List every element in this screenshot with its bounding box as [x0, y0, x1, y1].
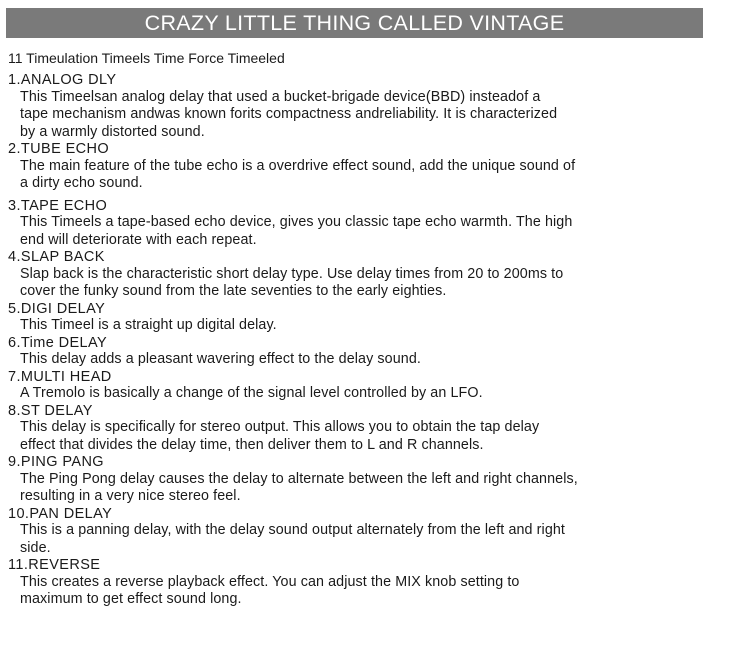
delay-type-description-line: This delay is specifically for stereo output. This allows you to obtain the tap delay — [20, 419, 540, 435]
page-title: CRAZY LITTLE THING CALLED VINTAGE — [144, 10, 565, 35]
delay-type-entry — [8, 369, 720, 403]
delay-type-heading: 3.TAPE ECHO — [8, 197, 108, 214]
delay-type-heading: 10.PAN DELAY — [8, 505, 113, 522]
delay-type-description-line: by a warmly distorted sound. — [20, 123, 205, 140]
delay-type-description-line: tape mechanism andwas known forits compactness andreliability. It is characterized — [20, 106, 558, 122]
delay-type-entry — [8, 249, 720, 301]
page-subtitle: 11 Timeulation Timeels Time Force Timeeled — [8, 50, 285, 66]
delay-type-heading: 2.TUBE ECHO — [8, 141, 110, 157]
delay-type-description-line: A Tremolo is basically a change of the signal level controlled by an LFO. — [20, 385, 483, 401]
title-banner — [6, 8, 703, 38]
delay-type-entry — [8, 335, 720, 369]
delay-type-heading: 9.PING PANG — [8, 454, 104, 470]
delay-type-entry — [8, 301, 720, 335]
delay-type-list — [8, 72, 720, 609]
delay-type-heading: 1.ANALOG DLY — [8, 72, 117, 88]
delay-type-heading: 11.REVERSE — [8, 557, 101, 573]
delay-type-description-line: This Timeels a tape-based echo device, gives you classic tape echo warmth. The high — [20, 214, 573, 230]
delay-type-entry — [8, 454, 720, 506]
delay-type-entry — [8, 403, 720, 455]
delay-type-entry — [8, 506, 720, 558]
delay-type-heading: 6.Time DELAY — [8, 334, 108, 351]
delay-type-description-line: end will deteriorate with each repeat. — [20, 231, 257, 248]
delay-type-description-line: resulting in a very nice stereo feel. — [20, 488, 241, 504]
delay-type-description-line: This delay adds a pleasant wavering effect to the delay sound. — [20, 351, 421, 367]
delay-type-description-line: The main feature of the tube echo is a overdrive effect sound, add the unique sound of — [20, 157, 576, 174]
delay-type-entry — [8, 141, 720, 193]
delay-type-description-line: side. — [20, 539, 51, 556]
delay-type-entry — [8, 557, 720, 609]
delay-type-description-line: This Timeel is a straight up digital delay. — [20, 317, 277, 333]
delay-type-description-line: This is a panning delay, with the delay sound output alternately from the left and right — [20, 522, 565, 538]
delay-type-description-line: a dirty echo sound. — [20, 175, 143, 191]
delay-type-description-line: cover the funky sound from the late seventies to the early eighties. — [20, 283, 447, 299]
delay-type-heading: 5.DIGI DELAY — [8, 300, 106, 317]
delay-type-entry — [8, 72, 720, 141]
delay-type-description-line: The Ping Pong delay causes the delay to alternate between the left and right channels, — [20, 470, 578, 487]
delay-type-description-line: Slap back is the characteristic short delay type. Use delay times from 20 to 200ms to — [20, 265, 564, 282]
delay-type-description-line: effect that divides the delay time, then deliver them to L and R channels. — [20, 436, 484, 453]
delay-type-entry — [8, 198, 720, 250]
delay-type-description-line: maximum to get effect sound long. — [20, 591, 242, 607]
delay-type-description-line: This Timeelsan analog delay that used a bucket-brigade device(BBD) insteadof a — [20, 88, 541, 105]
delay-type-heading: 8.ST DELAY — [8, 402, 93, 419]
delay-type-description-line: This creates a reverse playback effect. You can adjust the MIX knob setting to — [20, 573, 520, 590]
delay-type-heading: 4.SLAP BACK — [8, 249, 105, 265]
delay-type-heading: 7.MULTI HEAD — [8, 368, 112, 385]
